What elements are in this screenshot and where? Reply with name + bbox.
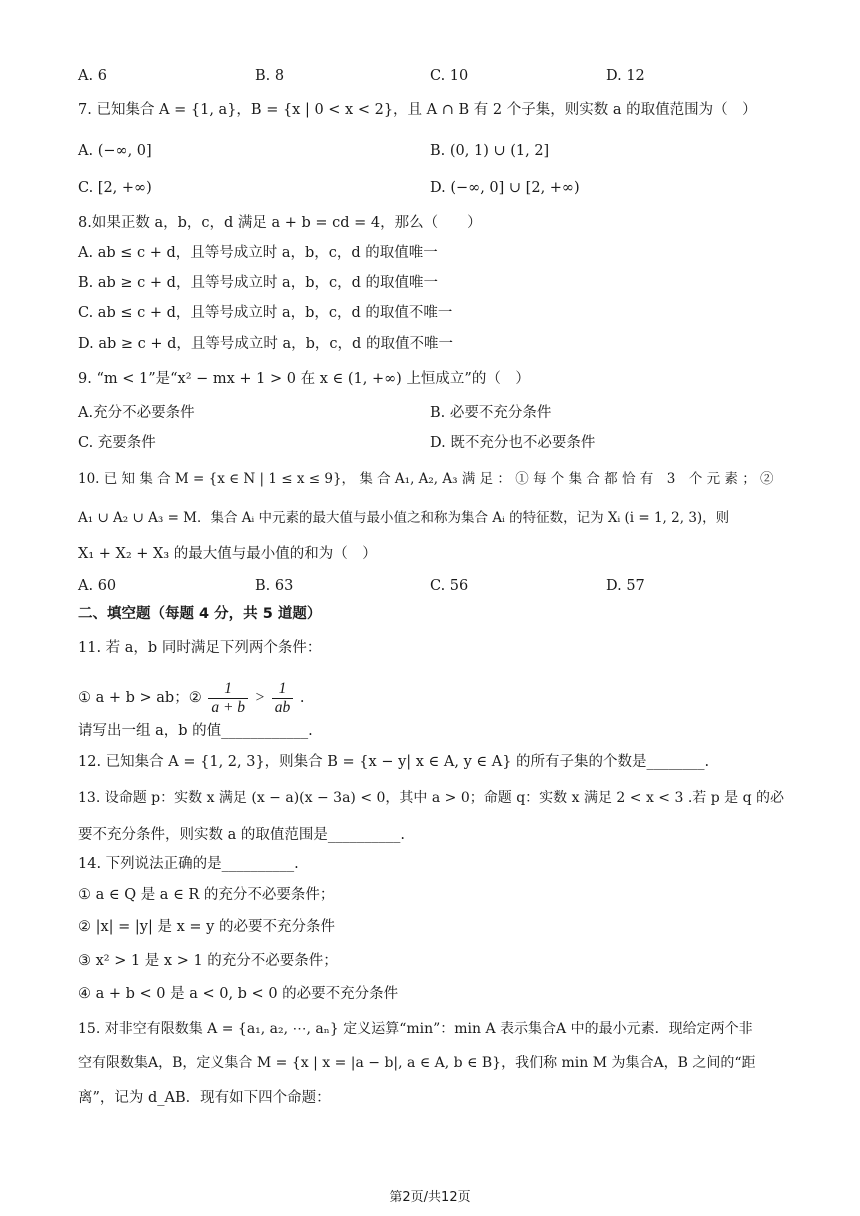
q14-item-4: ④ a + b < 0 是 a < 0, b < 0 的必要不充分条件 (78, 986, 399, 1002)
q11-stem: 11. 若 a，b 同时满足下列两个条件： (78, 640, 322, 656)
q11-fraction-2-denominator: ab (274, 698, 291, 716)
q10-option-a: A. 60 (78, 578, 117, 594)
q7-option-a: A. (−∞, 0] (78, 143, 152, 159)
q7-stem: 7. 已知集合 A = {1, a}，B = {x | 0 < x < 2}，且 A ∩ B 有 2 个子集，则实数 a 的取值范围为（ ） (78, 102, 757, 118)
q11-ask: 请写出一组 a，b 的值____________. (78, 723, 313, 739)
q12-stem: 12. 已知集合 A = {1, 2, 3}，则集合 B = {x − y| x ∈ A, y ∈ A} 的所有子集的个数是________. (78, 754, 710, 770)
q7-option-d: D. (−∞, 0] ∪ [2, +∞) (430, 180, 580, 196)
q8-option-a: A. ab ≤ c + d，且等号成立时 a，b，c，d 的取值唯一 (78, 245, 438, 261)
q11-fraction-1-numerator: 1 (208, 680, 248, 699)
q6-option-a: A. 6 (78, 68, 107, 84)
q11-period: . (299, 690, 305, 706)
q8-option-c: C. ab ≤ c + d，且等号成立时 a，b，c，d 的取值不唯一 (78, 305, 453, 321)
q11-fraction-2 (272, 680, 294, 717)
q14-stem: 14. 下列说法正确的是__________. (78, 856, 299, 872)
q6-option-c: C. 10 (430, 68, 469, 84)
q11-conditions (78, 678, 304, 718)
q9-option-b: B. 必要不充分条件 (430, 405, 552, 421)
q10-line-1: 10. 已 知 集 合 M = {x ∈ N | 1 ≤ x ≤ 9}， 集 合 A₁, A₂, A₃ 满 足 ： ① 每 个 集 合 都 恰 有 3 个 元 素 ； ② (78, 471, 774, 487)
q11-greater-sign: > (254, 689, 266, 706)
q7-option-c: C. [2, +∞) (78, 180, 152, 196)
q8-stem: 8.如果正数 a，b，c，d 满足 a + b = cd = 4，那么（ ） (78, 215, 482, 231)
section-2-title: 二、填空题（每题 4 分，共 5 道题） (78, 606, 322, 622)
q9-stem: 9. “m < 1”是“x² − mx + 1 > 0 在 x ∈ (1, +∞) 上恒成立”的（ ） (78, 371, 530, 387)
q13-line-2: 要不充分条件，则实数 a 的取值范围是__________. (78, 827, 405, 843)
q10-line-3: X₁ + X₂ + X₃ 的最大值与最小值的和为（ ） (78, 546, 377, 562)
q15-line-2: 空有限数集A，B，定义集合 M = {x | x = |a − b|, a ∈ A, b ∈ B}，我们称 min M 为集合A，B 之间的“距 (78, 1055, 756, 1071)
q11-condition-1: ① a + b > ab；② (78, 690, 202, 706)
q13-line-1: 13. 设命题 p：实数 x 满足 (x − a)(x − 3a) < 0，其中 a > 0；命题 q：实数 x 满足 2 < x < 3 .若 p 是 q 的必 (78, 790, 785, 806)
q10-option-b: B. 63 (255, 578, 294, 594)
q8-option-d: D. ab ≥ c + d，且等号成立时 a，b，c，d 的取值不唯一 (78, 336, 453, 352)
q10-option-d: D. 57 (606, 578, 645, 594)
q9-option-d: D. 既不充分也不必要条件 (430, 435, 596, 451)
q8-option-b: B. ab ≥ c + d，且等号成立时 a，b，c，d 的取值唯一 (78, 275, 438, 291)
q10-option-c: C. 56 (430, 578, 469, 594)
q11-fraction-1-denominator: a + b (211, 698, 246, 716)
page-number-footer: 第2页/共12页 (389, 1190, 471, 1205)
q14-item-3: ③ x² > 1 是 x > 1 的充分不必要条件； (78, 953, 338, 969)
q15-line-3: 离”，记为 d_AB．现有如下四个命题： (78, 1090, 331, 1106)
q14-item-2: ② |x| = |y| 是 x = y 的必要不充分条件 (78, 919, 335, 935)
q15-line-1: 15. 对非空有限数集 A = {a₁, a₂, ⋯, aₙ} 定义运算“min”：min A 表示集合A 中的最小元素．现给定两个非 (78, 1021, 753, 1037)
q6-option-d: D. 12 (606, 68, 645, 84)
q11-fraction-1 (208, 680, 248, 717)
q9-option-a: A.充分不必要条件 (78, 405, 195, 421)
q10-line-2: A₁ ∪ A₂ ∪ A₃ = M．集合 Aᵢ 中元素的最大值与最小值之和称为集合 Aᵢ 的特征数，记为 Xᵢ (i = 1, 2, 3)，则 (78, 510, 730, 526)
q11-fraction-2-numerator: 1 (272, 680, 294, 699)
q14-item-1: ① a ∈ Q 是 a ∈ R 的充分不必要条件； (78, 887, 335, 903)
q9-option-c: C. 充要条件 (78, 435, 156, 451)
q7-option-b: B. (0, 1) ∪ (1, 2] (430, 143, 550, 159)
q6-option-b: B. 8 (255, 68, 285, 84)
